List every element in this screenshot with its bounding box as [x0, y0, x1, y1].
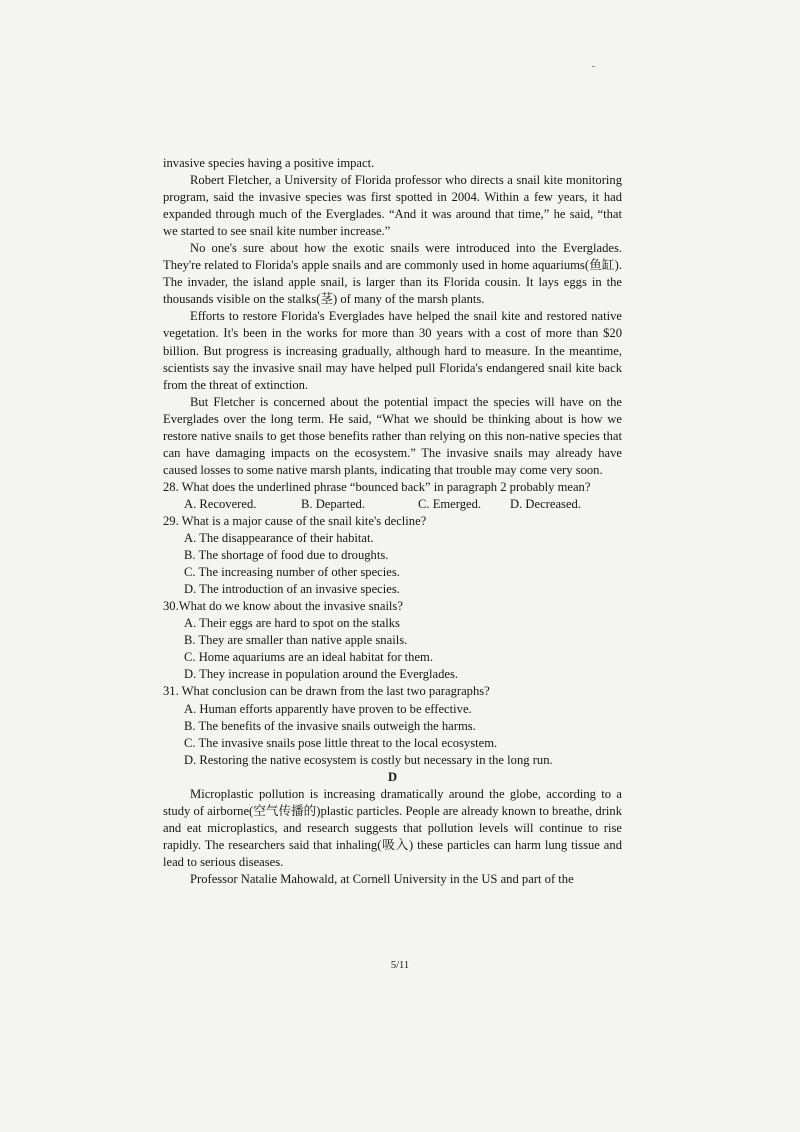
option-d: D. The introduction of an invasive species. — [184, 582, 400, 597]
passage-c-paragraph-3: No one's sure about how the exotic snails were introduced into the Everglades. They're related to Florida's apple snails and are commonly used in home aquariums(鱼缸). The invader, the island apple snail, is larger than its Florida cousin. It lays eggs in the thousands visible on the stalks(茎) of many of the marsh plants. — [163, 241, 622, 307]
section-heading-d: D — [387, 769, 398, 784]
scan-speck — [592, 66, 595, 67]
option-d: D. Restoring the native ecosystem is costly but necessary in the long run. — [184, 752, 553, 767]
passage-d-paragraph-1: Microplastic pollution is increasing dramatically around the globe, according to a study of airborne(空气传播的)plastic particles. People are already known to breathe, drink and eat microplastics, and research suggests that pollution levels will continue to rise rapidly. The researchers said that inhaling(吸入) these particles can harm lung tissue and lead to serious diseases. — [163, 786, 622, 869]
question-stem: 29. What is a major cause of the snail kite's decline? — [163, 513, 427, 528]
option-b: B. They are smaller than native apple snails. — [184, 633, 408, 648]
option-b: B. The benefits of the invasive snails outweigh the harms. — [184, 718, 476, 733]
option-d: D. Decreased. — [510, 496, 581, 511]
question-stem: 28. What does the underlined phrase “bounced back” in paragraph 2 probably mean? — [163, 479, 591, 494]
question-30 — [163, 598, 622, 683]
option-a: A. Recovered. — [184, 496, 257, 511]
passage-c-paragraph-4: Efforts to restore Florida's Everglades have helped the snail kite and restored native vegetation. It's been in the works for more than 30 years with a cost of more than $20 billion. But progress is increasing gradually, although hard to measure. In the meantime, scientists say the invasive snail may have helped pull Florida's endangered snail kite back from the threat of extinction. — [163, 309, 622, 392]
option-c: C. Emerged. — [418, 496, 482, 511]
question-stem: 30.What do we know about the invasive snails? — [163, 599, 403, 614]
passage-d-paragraph-2: Professor Natalie Mahowald, at Cornell University in the US and part of the — [190, 871, 574, 886]
option-a: A. The disappearance of their habitat. — [184, 531, 374, 546]
option-b: B. Departed. — [301, 496, 365, 511]
option-b: B. The shortage of food due to droughts. — [184, 548, 389, 563]
page-number: 5/11 — [390, 960, 410, 971]
page-content — [163, 155, 622, 888]
options-row — [184, 496, 622, 513]
passage-c-paragraph-1: invasive species having a positive impact. — [163, 156, 375, 170]
passage-c-paragraph-5: But Fletcher is concerned about the potential impact the species will have on the Everglades over the long term. He said, “What we should be thinking about is how we restore native snails to get those benefits rather than relying on this non-native species that can have damaging impacts on the ecosystem.” The invasive snails may already have caused losses to some native marsh plants, indicating that trouble may come very soon. — [163, 394, 622, 477]
option-a: A. Human efforts apparently have proven to be effective. — [184, 701, 472, 716]
question-29 — [163, 513, 622, 598]
option-a: A. Their eggs are hard to spot on the stalks — [184, 616, 400, 631]
option-c: C. The invasive snails pose little threat to the local ecosystem. — [184, 735, 498, 750]
question-stem: 31. What conclusion can be drawn from the last two paragraphs? — [163, 684, 490, 699]
option-c: C. Home aquariums are an ideal habitat for them. — [184, 650, 433, 665]
option-d: D. They increase in population around the Everglades. — [184, 667, 459, 682]
passage-c-paragraph-2: Robert Fletcher, a University of Florida professor who directs a snail kite monitoring program, said the invasive species was first spotted in 2004. Within a few years, it had expanded through much of the Everglades. “And it was around that time,” he said, “that we started to see snail kite number increase.” — [163, 173, 622, 239]
question-28 — [163, 479, 622, 513]
question-31 — [163, 683, 622, 768]
option-c: C. The increasing number of other species. — [184, 565, 400, 580]
